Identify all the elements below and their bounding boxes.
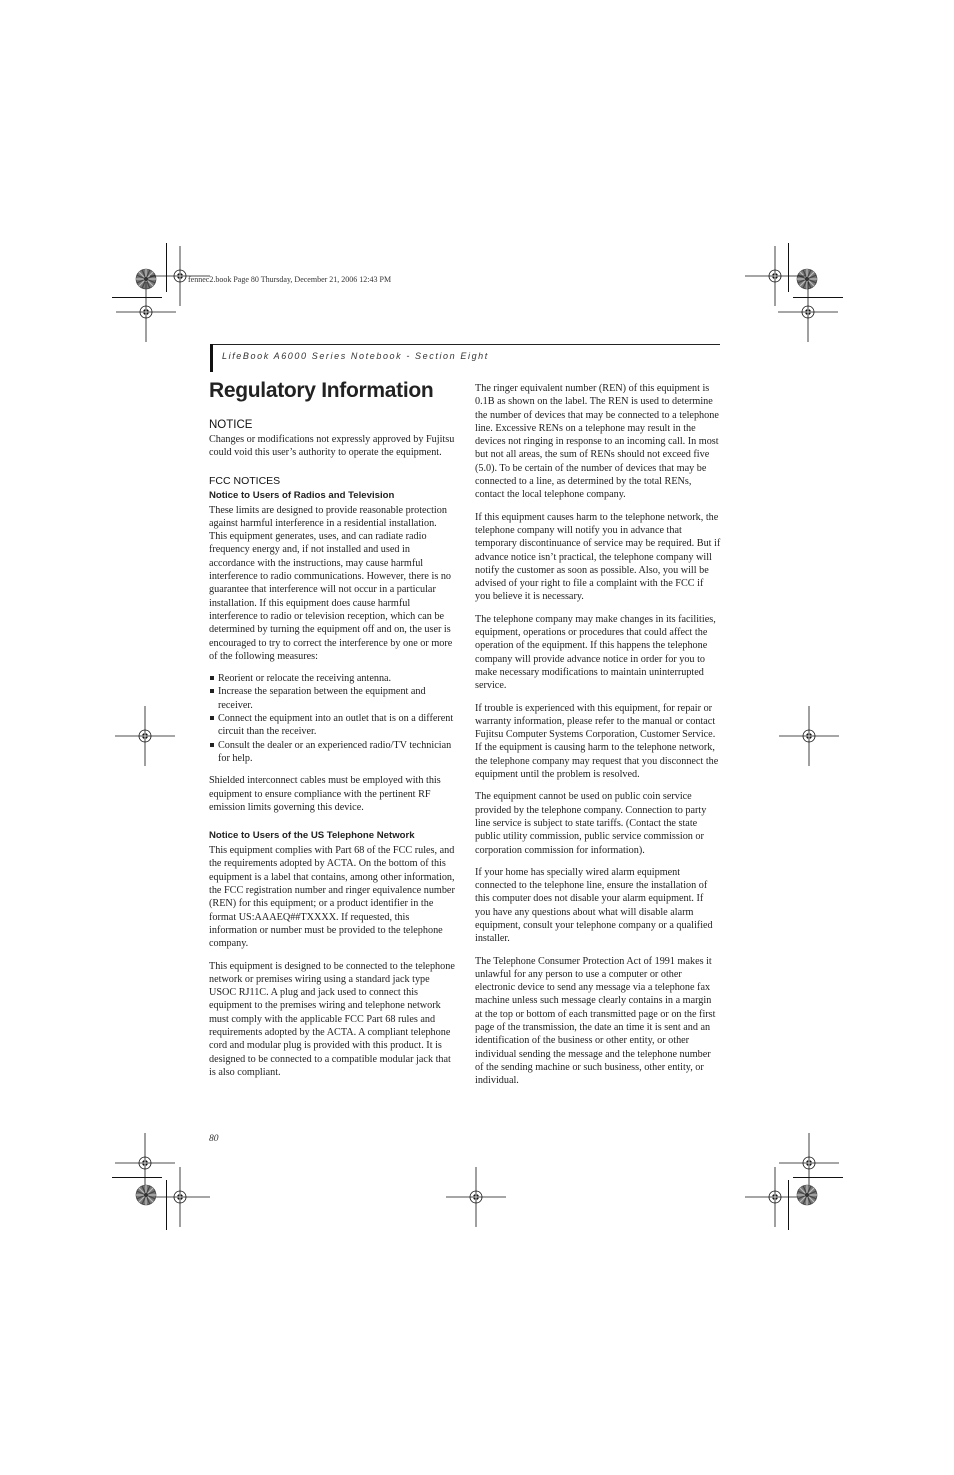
running-head: LifeBook A6000 Series Notebook - Section Eight [222,351,489,361]
list-item: Consult the dealer or an experienced radio/TV technician for help. [209,739,455,766]
crop-line [112,1177,162,1178]
registration-mark-icon [778,282,838,342]
tcpa-paragraph: The Telephone Consumer Protection Act of 1991 makes it unlawful for any person to use a computer or other electronic device to send any message via a telephone fax machine unless such message clearly contains in a margin at the top or bottom of each transmitted page or on the first page of the transmission, the date an time it is sent and an identification of the business or other entity, or other individual sending the message and the telephone number of the sending machine or such business, other entity, or individual. [475,955,716,1087]
radio-tv-paragraph: These limits are designed to provide reasonable protection against harmful interference in a residential installation. This equipment generates, uses, and can radiate radio frequency energy and, if not installed and used in accordance with the instructions, may cause harmful interference to radio communications. However, there is no guarantee that interference will not occur in a particular installation. If this equipment does cause harmful interference to radio or television reception, which can be determined by turning the equipment off and on, the user is encouraged to try to correct the interference by one or more of the following measures: [209,504,453,662]
page-number: 80 [209,1134,219,1144]
registration-mark-icon [779,706,839,766]
telephone-paragraph-2: This equipment is designed to be connected to the telephone network or premises wiring using a standard jack type USOC RJ11C. A plug and jack used to connect this equipment to the premises wiring and telephone network must comply with the applicable FCC Part 68 rules and requirements adopted by the ACTA. A compliant telephone cord and modular plug is provided with this product. It is designed to be connected to a compatible modular jack that is also compliant. [209,960,455,1078]
crop-line [112,297,162,298]
crop-line [788,1180,789,1230]
registration-mark-icon [116,282,176,342]
alarm-paragraph: If your home has specially wired alarm equipment connected to the telephone line, ensure the installation of this computer does not disable your alarm equipment. If you have any questions about what will disable alarm equipment, consult your telephone company or a qualified installer. [475,866,713,945]
color-wheel-icon [796,1184,818,1206]
crop-line [793,1177,843,1178]
color-wheel-icon [135,1184,157,1206]
notice-heading: NOTICE [209,419,253,431]
coin-service-paragraph: The equipment cannot be used on public coin service provided by the telephone company. Connection to party line service is subject to state tariffs. (Contact the state public utility commission, public service commission or corporation commission for information). [475,791,707,856]
telephone-paragraph-1: This equipment complies with Part 68 of the FCC rules, and the requirements adopted by ACTA. On the bottom of this equipment is a label that contains, among other information, the FCC registration number and ringer equivalence number (REN) for this equipment; or a product identifier in the format US:AAAEQ##TXXXX. If requested, this information or number must be provided to the telephone company. [209,845,455,950]
telephone-network-heading: Notice to Users of the US Telephone Network [209,830,415,842]
crop-line [166,1180,167,1230]
list-item: Increase the separation between the equipment and receiver. [209,685,455,712]
ren-paragraph: The ringer equivalent number (REN) of this equipment is 0.1B as shown on the label. The REN is used to determine the number of devices that may be connected to a telephone line. Excessive RENs on a telephone may result in the devices not ringing in response to an incoming call. In most but not all areas, the sum of RENs should not exceed five (5.0). To be certain of the number of devices that may be connected to a line, as determined by the total RENs, contact the local telephone company. [475,383,719,501]
notice-paragraph: Changes or modifications not expressly approved by Fujitsu could void this user’s authority to operate the equipment. [209,434,455,459]
measures-list [209,672,455,765]
header-bar [210,344,213,372]
left-column [209,378,455,1088]
shielded-cables-paragraph: Shielded interconnect cables must be employed with this equipment to ensure compliance with the pertinent RF emission limits governing this device. [209,775,441,813]
crop-line [788,243,789,292]
list-item: Reorient or relocate the receiving antenna. [209,672,455,685]
trouble-paragraph: If trouble is experienced with this equipment, for repair or warranty information, please refer to the manual or contact Fujitsu Computer Systems Corporation, Customer Service. If the equipment is causing harm to the telephone network, the telephone company may request that you disconnect the equipment until the problem is resolved. [475,702,719,781]
registration-mark-icon [446,1167,506,1227]
right-column [475,382,721,1097]
changes-paragraph: The telephone company may make changes in its facilities, equipment, operations or procedures that could affect the operation of the equipment. If this happens the telephone company will provide advance notice in order for you to make necessary modifications to maintain uninterrupted service. [475,613,716,692]
list-item: Connect the equipment into an outlet that is on a different circuit than the receiver. [209,712,455,739]
print-slug: fennec2.book Page 80 Thursday, December 21, 2006 12:43 PM [188,275,392,284]
registration-mark-icon [150,1167,210,1227]
radio-tv-heading: Notice to Users of Radios and Television [209,489,395,501]
crop-line [166,243,167,292]
harm-paragraph: If this equipment causes harm to the telephone network, the telephone company will notify you in advance that temporary discontinuance of service may be required. But if advance notice isn’t practical, the telephone company will notify the customer as soon as possible. Also, you will be advised of your right to file a complaint with the FCC if you believe it is necessary. [475,511,721,603]
crop-line [793,297,843,298]
registration-mark-icon [115,706,175,766]
header-rule [210,344,720,345]
page-title: Regulatory Information [209,379,434,402]
fcc-notices-heading: FCC NOTICES [209,474,281,487]
